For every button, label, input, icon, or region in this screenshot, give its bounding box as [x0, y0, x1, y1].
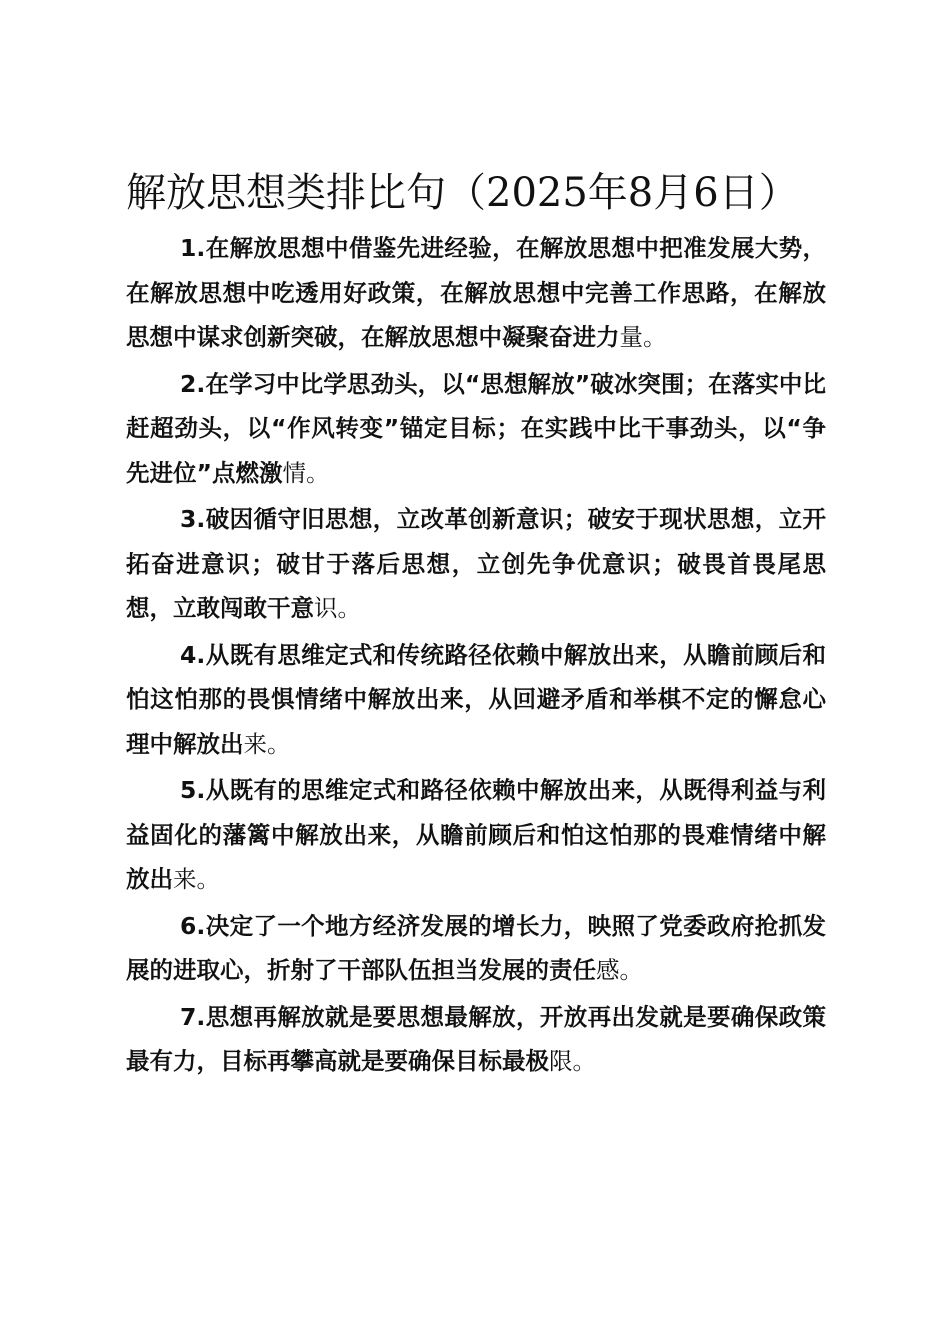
- paragraph-1-tail-text: 量。: [619, 323, 667, 351]
- paragraph-7-tail-text: 限。: [549, 1047, 596, 1075]
- paragraph-7-bold-text: 7.思想再解放就是要思想最解放，开放再出发就是要确保政策最有力，目标再攀高就是要确保目标最极: [126, 1002, 826, 1075]
- paragraph-3-bold-text: 3.破因循守旧思想，立改革创新意识；破安于现状思想，立开拓奋进意识；破甘于落后思想，立创先争优意识；破畏首畏尾思想，立敢闯敢干意: [126, 505, 826, 622]
- paragraph-7: [126, 995, 826, 1084]
- paragraph-6-tail-text: 感。: [596, 956, 643, 984]
- paragraph-5: [126, 768, 826, 902]
- paragraph-4-bold-text: 4.从既有思维定式和传统路径依赖中解放出来，从瞻前顾后和怕这怕那的畏惧情绪中解放出来，从回避矛盾和举棋不定的懈怠心理中解放出: [126, 640, 826, 758]
- paragraph-4-tail-text: 来。: [243, 729, 291, 758]
- paragraph-6: [126, 904, 826, 993]
- document-title: 解放思想类排比句（2025年8月6日）: [126, 170, 799, 216]
- paragraph-5-bold-text: 5.从既有的思维定式和路径依赖中解放出来，从既得利益与利益固化的藩篱中解放出来，从瞻前顾后和怕这怕那的畏难情绪中解放出: [126, 776, 826, 893]
- paragraph-2: [126, 362, 826, 496]
- paragraph-6-bold-text: 6.决定了一个地方经济发展的增长力，映照了党委政府抢抓发展的进取心，折射了干部队伍担当发展的责任: [126, 911, 826, 984]
- document-page: [126, 166, 826, 1086]
- paragraph-5-tail-text: 来。: [173, 865, 220, 893]
- paragraph-2-bold-text: 2.在学习中比学思劲头，以“思想解放”破冰突围；在落实中比赶超劲头，以“作风转变”锚定目标；在实践中比干事劲头，以“争先进位”点燃激: [126, 369, 826, 487]
- paragraph-1-bold-text: 1.在解放思想中借鉴先进经验，在解放思想中把准发展大势，在解放思想中吃透用好政策，在解放思想中完善工作思路，在解放思想中谋求创新突破，在解放思想中凝聚奋进力: [126, 234, 826, 351]
- paragraph-4: [126, 633, 826, 767]
- paragraph-3: [126, 497, 826, 631]
- paragraph-3-tail-text: 识。: [314, 594, 361, 622]
- paragraph-2-tail-text: 情。: [282, 458, 330, 487]
- paragraph-1: [126, 226, 826, 360]
